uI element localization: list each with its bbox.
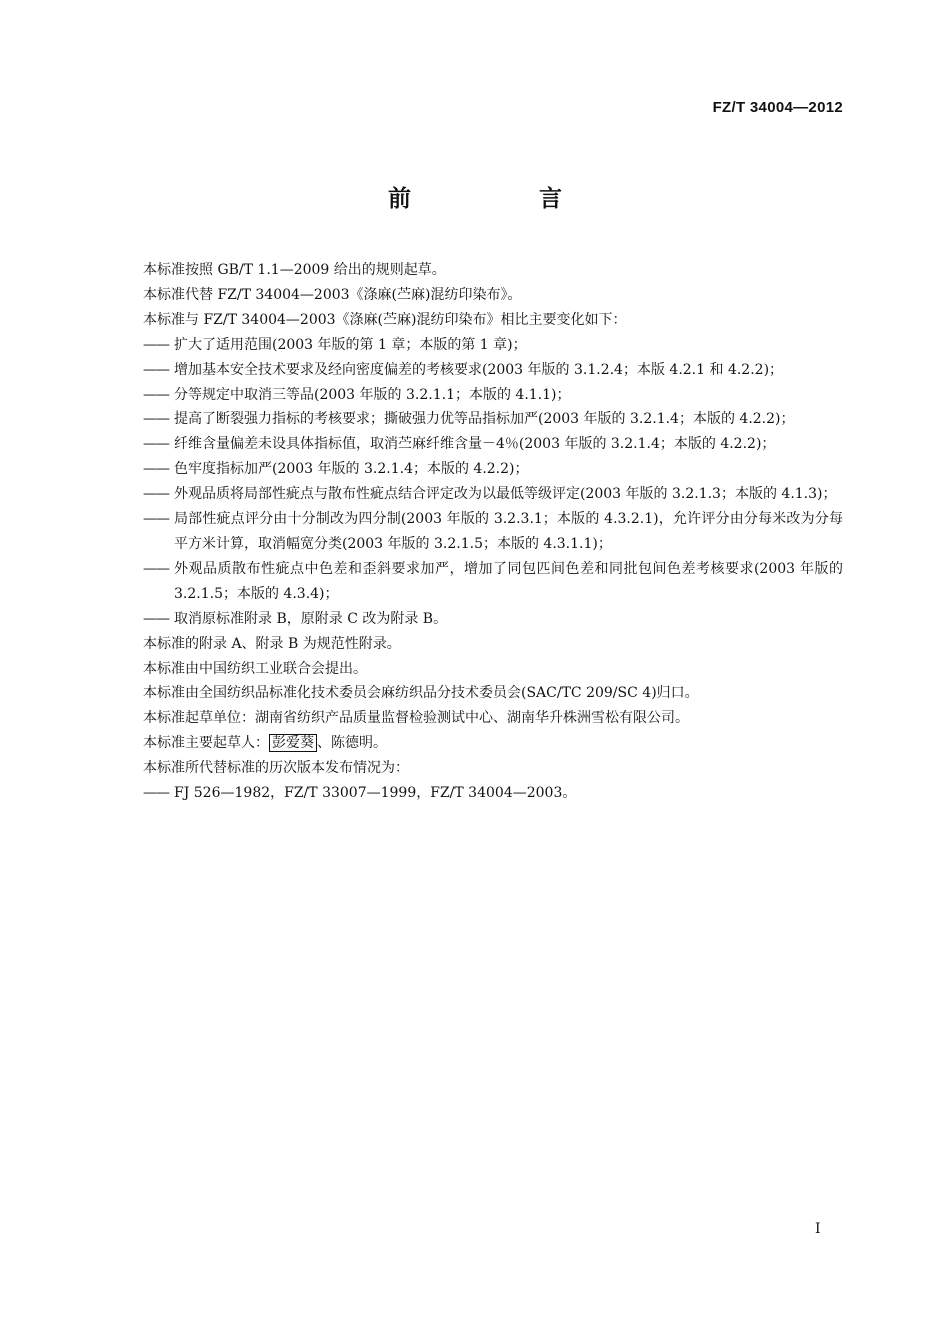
- boxed-drafter-name: 彭爱葵: [269, 734, 317, 752]
- change-item: [143, 333, 843, 358]
- change-item: [143, 407, 843, 432]
- dash-marker: ——: [143, 511, 169, 528]
- dash-marker: ——: [143, 560, 169, 577]
- preface-body: [143, 258, 843, 806]
- dash-marker: ——: [143, 386, 169, 403]
- history-item-text: FJ 526—1982，FZ/T 33007—1999，FZ/T 34004—2003。: [174, 785, 577, 802]
- change-item-text: 增加基本安全技术要求及经向密度偏差的考核要求(2003 年版的 3.1.2.4；本版 4.2.1 和 4.2.2)；: [174, 361, 784, 378]
- drafting-units-paragraph: 本标准起草单位：湖南省纺织产品质量监督检验测试中心、湖南华升株洲雪松有限公司。: [143, 710, 689, 727]
- change-item-text: 局部性疵点评分由十分制改为四分制(2003 年版的 3.2.3.1；本版的 4.3.2.1)，允许评分由分每米改为分每平方米计算，取消幅宽分类(2003 年版的 3.2.1.5；本版的 4.3.1.1)；: [174, 511, 843, 552]
- dash-marker: ——: [143, 486, 169, 503]
- change-item-text: 取消原标准附录 B，原附录 C 改为附录 B。: [174, 610, 448, 627]
- change-item-text: 外观品质将局部性疵点与散布性疵点结合评定改为以最低等级评定(2003 年版的 3.2.1.3；本版的 4.1.3)；: [174, 486, 837, 503]
- change-item: [143, 432, 843, 457]
- change-item-text: 纤维含量偏差未设具体指标值，取消苎麻纤维含量－4％(2003 年版的 3.2.1.4；本版的 4.2.2)；: [174, 436, 776, 453]
- dash-marker: ——: [143, 336, 169, 353]
- change-item-text: 色牢度指标加严(2003 年版的 3.2.1.4；本版的 4.2.2)；: [174, 461, 529, 478]
- standard-code: FZ/T 34004—2012: [712, 99, 843, 116]
- change-item-text: 分等规定中取消三等品(2003 年版的 3.2.1.1；本版的 4.1.1)；: [174, 386, 571, 403]
- history-item: [143, 781, 843, 806]
- change-item: [143, 457, 843, 482]
- proposed-by-paragraph: 本标准由中国纺织工业联合会提出。: [143, 660, 367, 677]
- change-item: [143, 507, 843, 557]
- change-item: [143, 607, 843, 632]
- change-item-text: 扩大了适用范围(2003 年版的第 1 章；本版的第 1 章)；: [174, 336, 527, 353]
- drafters-prefix: 本标准主要起草人：: [143, 735, 269, 752]
- history-intro-paragraph: 本标准所代替标准的历次版本发布情况为：: [143, 760, 409, 777]
- dash-marker: ——: [143, 411, 169, 428]
- drafting-rule-paragraph: 本标准按照 GB/T 1.1—2009 给出的规则起草。: [143, 262, 446, 278]
- change-item: [143, 358, 843, 383]
- centralized-by-paragraph: 本标准由全国纺织品标准化技术委员会麻纺织品分技术委员会(SAC/TC 209/SC 4)归口。: [143, 685, 699, 702]
- changes-intro-paragraph: 本标准与 FZ/T 34004—2003《涤麻(苎麻)混纺印染布》相比主要变化如下：: [143, 311, 627, 328]
- appendix-note-paragraph: 本标准的附录 A、附录 B 为规范性附录。: [143, 635, 401, 652]
- dash-marker: ——: [143, 436, 169, 453]
- change-item-text: 外观品质散布性疵点中色差和歪斜要求加严，增加了同包匹间色差和同批包间色差考核要求(2003 年版的 3.2.1.5；本版的 4.3.4)；: [174, 560, 843, 602]
- page-number: I: [815, 1221, 821, 1237]
- change-item: [143, 482, 843, 507]
- change-item-text: 提高了断裂强力指标的考核要求；撕破强力优等品指标加严(2003 年版的 3.2.1.4；本版的 4.2.2)；: [174, 411, 795, 428]
- drafters-paragraph: [143, 731, 843, 756]
- change-item: [143, 557, 843, 607]
- change-item: [143, 383, 843, 408]
- dash-marker: ——: [143, 461, 169, 478]
- dash-marker: ——: [143, 785, 169, 802]
- page-title: 前 言: [387, 186, 622, 212]
- dash-marker: ——: [143, 361, 169, 378]
- replacement-paragraph: 本标准代替 FZ/T 34004—2003《涤麻(苎麻)混纺印染布》。: [143, 286, 522, 303]
- drafters-suffix: 、陈德明。: [317, 735, 387, 752]
- dash-marker: ——: [143, 610, 169, 627]
